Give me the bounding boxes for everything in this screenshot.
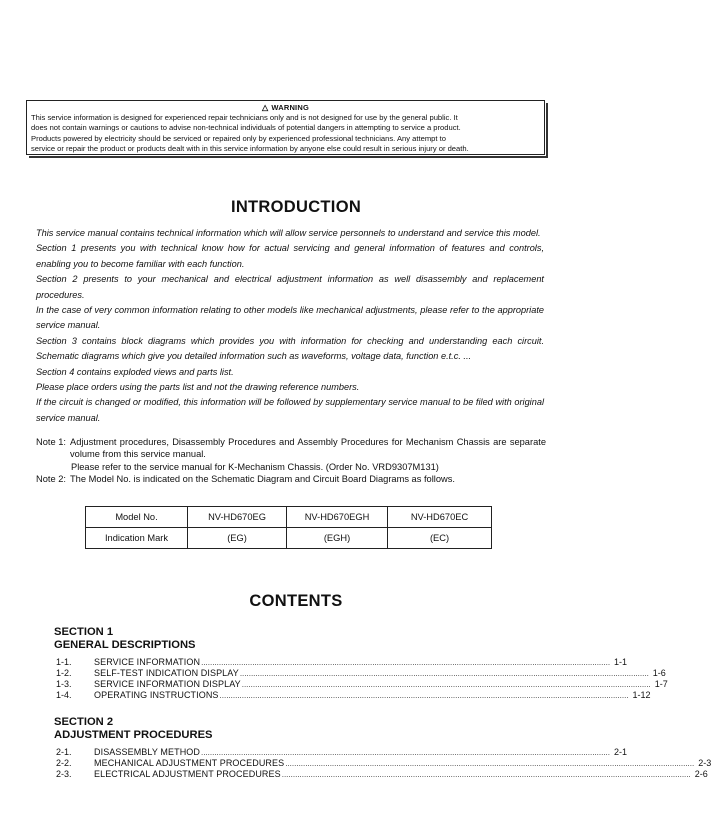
introduction-body [36,226,544,426]
table-row [86,507,492,528]
toc-entry[interactable] [54,668,666,679]
warning-title-text: WARNING [271,103,309,112]
toc-entry[interactable] [54,657,628,668]
intro-paragraph: If the circuit is changed or modified, this information will be followed by supplementary service manual to be filed with original service manual. [36,397,544,423]
toc-number: 2-1. [56,747,72,757]
warning-box [26,100,545,155]
toc-entry[interactable] [54,769,708,780]
table-cell: Indication Mark [86,528,188,549]
notes [36,436,546,485]
toc-number: 1-3. [56,679,72,690]
toc-title: DISASSEMBLY METHOD [94,747,200,757]
toc-number: 1-2. [56,668,72,679]
section-title: ADJUSTMENT PROCEDURES [54,729,213,741]
note-2 [36,473,546,485]
toc-leader: ........................................................................................................................................................................................ [241,680,651,690]
warning-text [31,113,540,154]
intro-paragraph: Section 2 presents to your mechanical and electrical adjustment information as well disassembly and replacement procedures. [36,274,544,300]
toc-leader: ........................................................................................................................................................................................ [201,748,610,757]
toc-page: 2-1 [613,747,627,757]
toc-page: 1-7 [654,679,668,690]
toc-leader: ........................................................................................................................................................................................ [239,669,649,679]
table-cell: NV-HD670EG [188,507,287,528]
toc-page: 2-3 [698,758,712,769]
toc-leader: ........................................................................................................................................................................................ [201,658,611,667]
table-cell: NV-HD670EC [388,507,492,528]
toc-page: 1-12 [632,690,651,701]
intro-paragraph: Section 4 contains exploded views and parts list. [36,366,234,377]
table-cell: (EC) [388,528,492,549]
toc-number: 1-4. [56,690,72,701]
toc-number: 1-1. [56,657,72,667]
model-indication-table [85,506,492,549]
warning-line: This service information is designed for experienced repair technicians only and is not designed for use by the general public. It [31,113,458,122]
toc-title: SERVICE INFORMATION [94,657,201,667]
note-1-sub: Please refer to the service manual for K-Mechanism Chassis. (Order No. VRD9307M131) [71,461,439,472]
toc-title: MECHANICAL ADJUSTMENT PROCEDURES [94,758,285,769]
section-label: SECTION 1 [54,626,114,638]
toc-title: SELF-TEST INDICATION DISPLAY [94,668,239,679]
toc-list [54,657,668,701]
contents-section-1 [54,626,668,701]
contents-heading: CONTENTS [249,592,343,610]
warning-line: does not contain warnings or cautions to advise non-technical individuals of potential dangers in attempting to service a product. [31,123,461,133]
table-cell: (EG) [188,528,287,549]
toc-title: ELECTRICAL ADJUSTMENT PROCEDURES [94,769,281,780]
intro-paragraph: Section 3 contains block diagrams which provides you with information for checking and understanding each circuit. Schematic diagrams which give you detailed information such as waveforms, voltage data, function e.t.c. ... [36,335,544,362]
toc-entry[interactable] [54,747,627,758]
note-2-text: The Model No. is indicated on the Schematic Diagram and Circuit Board Diagrams as follows. [70,473,455,484]
table-cell: NV-HD670EGH [287,507,388,528]
intro-paragraph: Please place orders using the parts list and not the drawing reference numbers. [36,382,360,393]
toc-number: 2-3. [56,769,72,780]
warning-line: Products powered by electricity should be serviced or repaired only by experienced professional technicians. Any attempt to [31,133,446,143]
table-row [86,528,492,549]
warning-triangle-icon: △ [261,103,269,112]
note-1 [36,436,546,461]
toc-number: 2-2. [56,758,72,769]
toc-entry[interactable] [54,758,712,769]
toc-title: OPERATING INSTRUCTIONS [94,690,219,701]
intro-paragraph: Section 1 presents you with technical know how for actual servicing and general information of features and controls, enabling you to become familiar with each function. [36,243,544,269]
intro-paragraph: In the case of very common information relating to other models like mechanical adjustments, please refer to the appropriate service manual. [36,305,544,331]
introduction-heading: INTRODUCTION [230,198,362,216]
section-title: GENERAL DESCRIPTIONS [54,639,196,651]
intro-paragraph: This service manual contains technical information which will allow service personnels to understand and service this model. [36,228,541,238]
toc-title: SERVICE INFORMATION DISPLAY [94,679,241,690]
toc-page: 2-6 [694,769,708,780]
contents-section-2 [54,716,712,780]
section-label: SECTION 2 [54,716,114,728]
toc-entry[interactable] [54,690,651,701]
toc-page: 1-6 [652,668,666,679]
toc-entry[interactable] [54,679,668,690]
warning-title [31,103,540,112]
toc-leader: ........................................................................................................................................................................................ [281,770,691,780]
toc-page: 1-1 [614,657,628,667]
table-cell: Model No. [86,507,188,528]
table-cell: (EGH) [287,528,388,549]
note-1-text: Adjustment procedures, Disassembly Procedures and Assembly Procedures for Mechanism Chassis are separate volume from this service manual. [70,437,546,460]
toc-leader: ........................................................................................................................................................................................ [219,691,629,701]
toc-leader: ........................................................................................................................................................................................ [285,759,695,769]
toc-list [54,747,712,780]
warning-line: service or repair the product or products dealt with in this service information by anyone else could result in serious injury or death. [31,143,469,153]
note-2-label: Note 2: [36,473,66,484]
note-1-label: Note 1: [36,437,66,447]
